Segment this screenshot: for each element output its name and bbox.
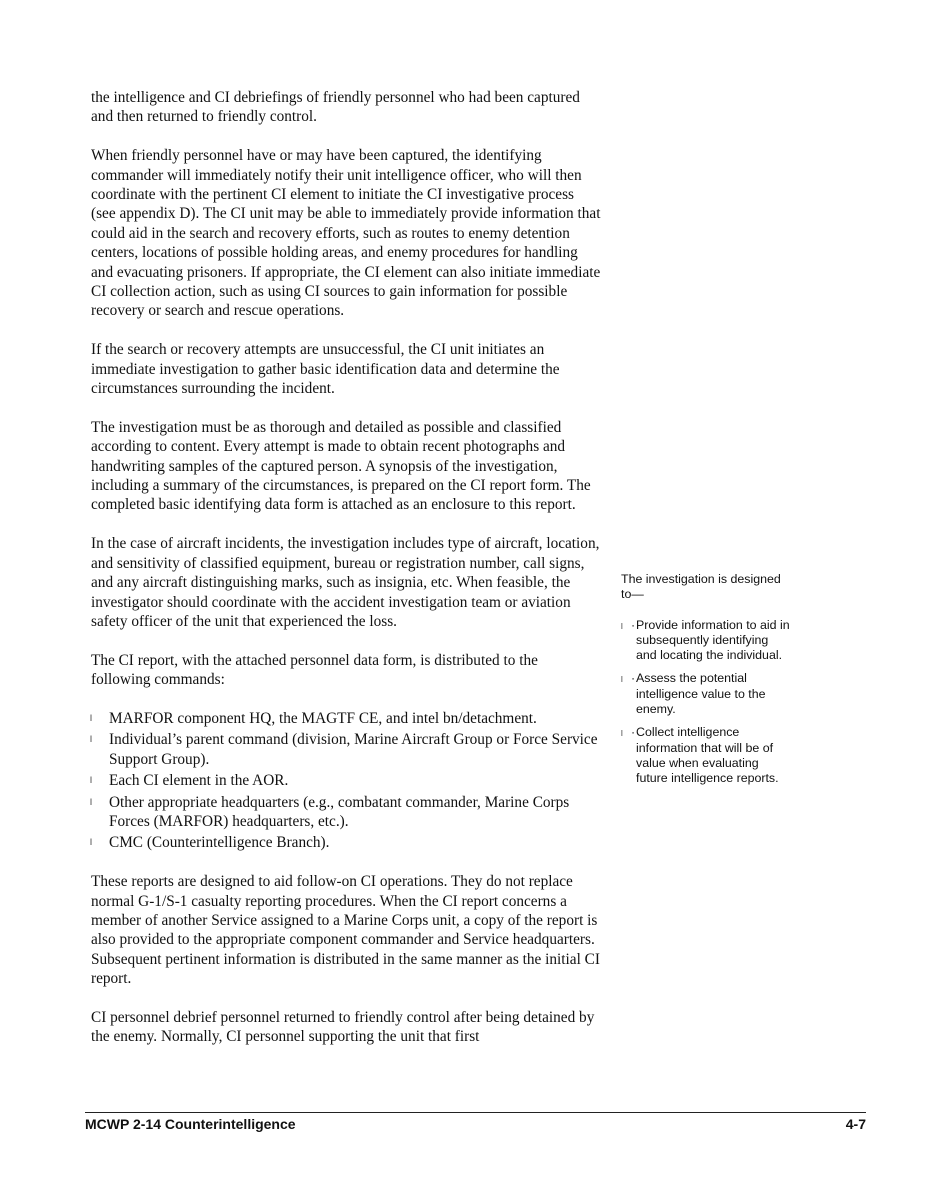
bullet-icon: l bbox=[90, 775, 92, 786]
paragraph: The investigation must be as thorough and detailed as possible and classified according to content. Every attempt is made to obtain recent photographs and handwriting samples of the captured person. A synopsis of the investigation, including a summary of the circumstances, is prepared on the CI report form. The completed basic identifying data form is attached as an enclosure to this report. bbox=[91, 418, 591, 514]
sidebar-item: l · Collect intelligence information that will be of value when evaluating future intelligence reports. bbox=[621, 725, 779, 786]
sidebar-item: l · Assess the potential intelligence value to the enemy. bbox=[621, 671, 766, 717]
list-item: l Individual’s parent command (division, Marine Aircraft Group or Force Service Support Group). bbox=[90, 731, 598, 768]
sidebar-note bbox=[621, 572, 791, 795]
sidebar-heading: The investigation is designed to— bbox=[621, 572, 781, 602]
main-text-column bbox=[91, 88, 601, 1066]
sidebar-item: l · Provide information to aid in subsequently identifying and locating the individual. bbox=[621, 617, 790, 663]
bullet-icon: l bbox=[90, 837, 92, 848]
list-item: l CMC (Counterintelligence Branch). bbox=[90, 834, 330, 852]
page-number: 4-7 bbox=[845, 1116, 866, 1132]
footer-divider bbox=[85, 1112, 866, 1113]
paragraph: CI personnel debrief personnel returned to friendly control after being detained by the enemy. Normally, CI personnel supporting the unit that first bbox=[91, 1008, 595, 1046]
list-item: l MARFOR component HQ, the MAGTF CE, and intel bn/detachment. bbox=[90, 709, 537, 727]
paragraph: If the search or recovery attempts are unsuccessful, the CI unit initiates an immediate investigation to gather basic identification data and determine the circumstances surrounding the incident. bbox=[91, 341, 560, 398]
paragraph: In the case of aircraft incidents, the investigation includes type of aircraft, location, and sensitivity of classified equipment, bureau or registration number, call signs, and any aircraft distinguishing marks, such as insignia, etc. When feasible, the investigator should coordinate with the accident investigation team or aviation safety officer of the unit that experienced the loss. bbox=[91, 535, 600, 630]
paragraph: The CI report, with the attached personnel data form, is distributed to the following commands: bbox=[91, 651, 538, 689]
bullet-icon: l bbox=[621, 621, 623, 631]
distribution-list bbox=[91, 709, 601, 853]
page-footer bbox=[85, 1116, 866, 1132]
bullet-icon: l bbox=[90, 734, 92, 745]
bullet-icon: l bbox=[621, 675, 623, 685]
bullet-icon: l bbox=[90, 796, 92, 807]
footer-title: MCWP 2-14 Counterintelligence bbox=[85, 1116, 296, 1132]
bullet-icon: l bbox=[621, 729, 623, 739]
sidebar-list bbox=[621, 618, 791, 787]
list-item: l Each CI element in the AOR. bbox=[90, 772, 289, 790]
paragraph: When friendly personnel have or may have been captured, the identifying commander will immediately notify their unit intelligence officer, who will then coordinate with the pertinent CI element to initiate the CI investigative process (see appendix D). The CI unit may be able to immediately provide information that could aid in the search and recovery efforts, such as routes to enemy detention centers, locations of possible holding areas, and enemy procedures for handling and evacuating prisoners. If appropriate, the CI element can also initiate immediate CI collection action, such as using CI sources to gain information for possible recovery or search and rescue operations. bbox=[91, 147, 601, 320]
paragraph: the intelligence and CI debriefings of friendly personnel who had been captured and then returned to friendly control. bbox=[91, 89, 580, 126]
paragraph: These reports are designed to aid follow-on CI operations. They do not replace normal G-1/S-1 casualty reporting procedures. When the CI report concerns a member of another Service assigned to a Marine Corps unit, a copy of the report is also provided to the appropriate component commander and Service headquarters. Subsequent pertinent information is distributed in the same manner as the initial CI report. bbox=[91, 873, 600, 988]
bullet-icon: l bbox=[90, 712, 92, 723]
list-item: l Other appropriate headquarters (e.g., combatant commander, Marine Corps Forces (MARFOR) headquarters, etc.). bbox=[90, 793, 570, 830]
